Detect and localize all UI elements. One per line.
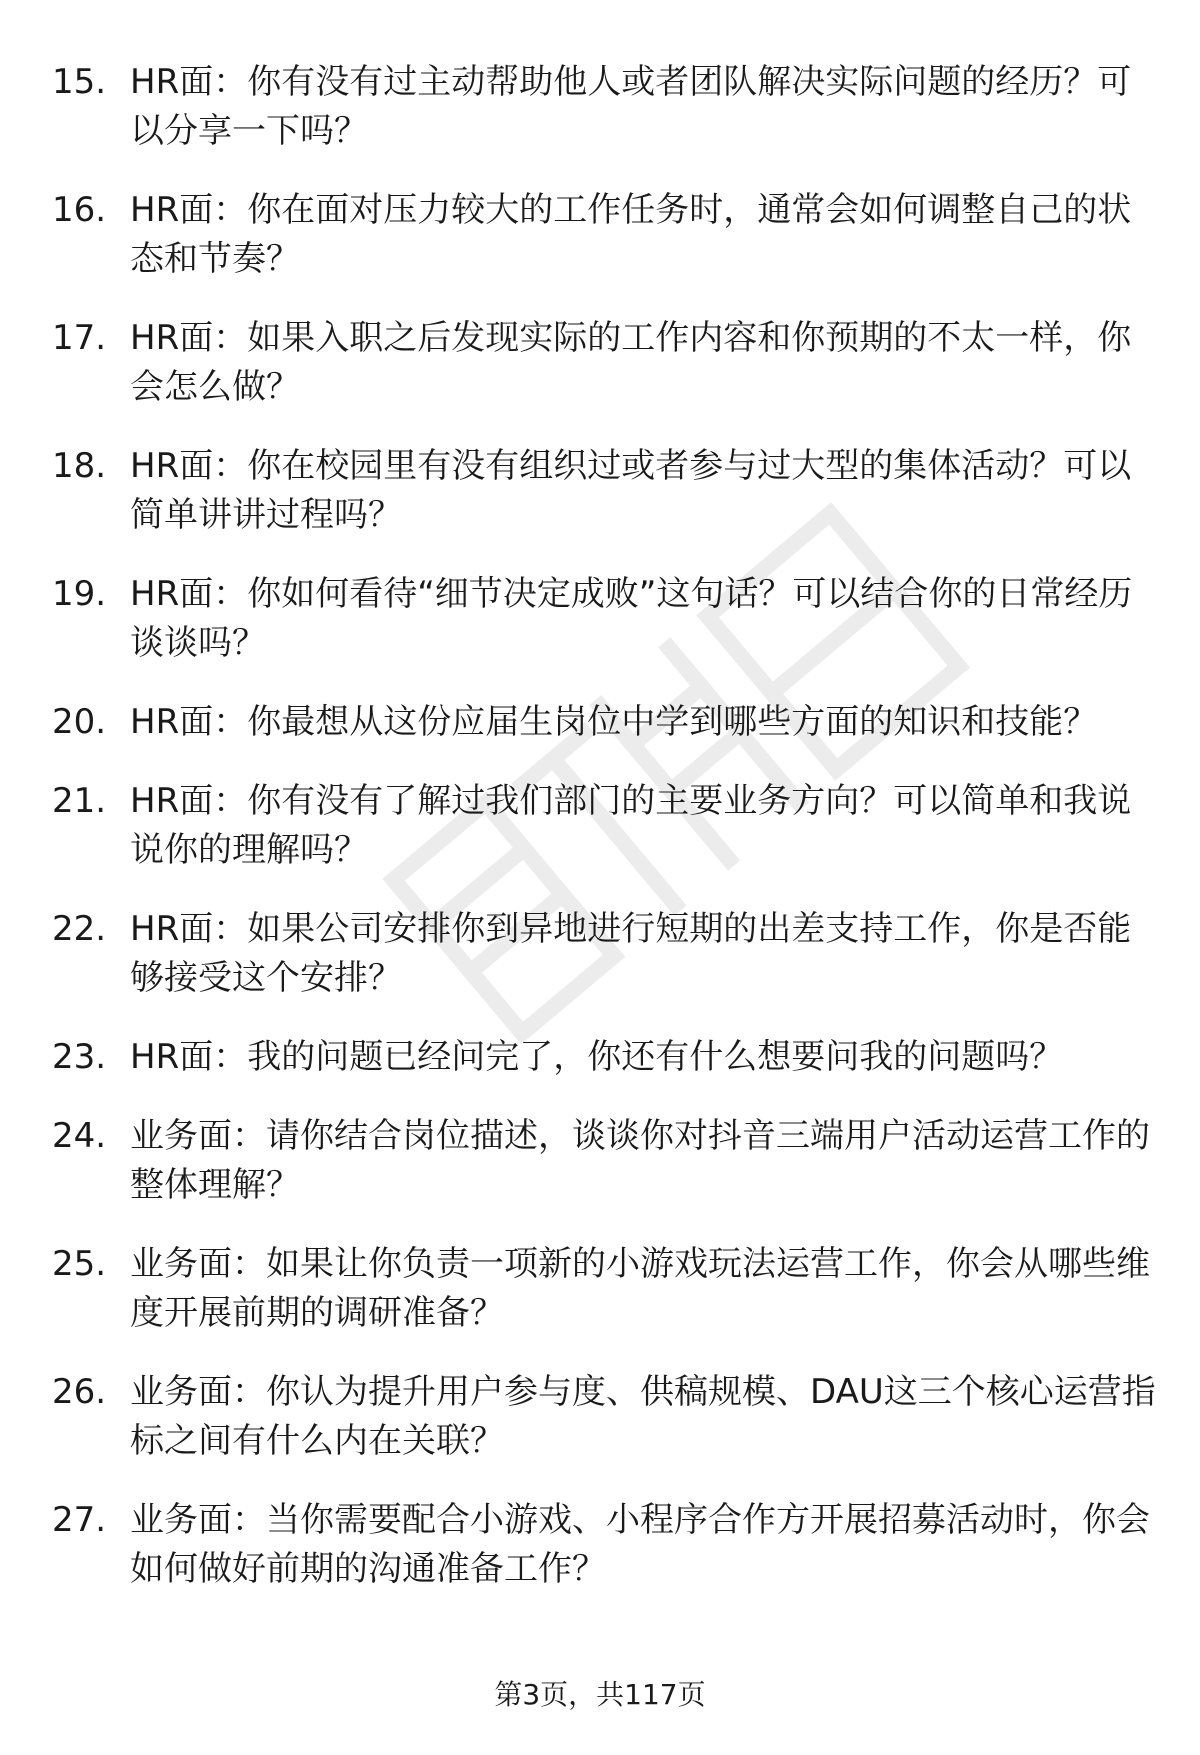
question-number: 15.: [52, 62, 107, 102]
list-item: [52, 777, 1162, 875]
page-number: 第3页，共117页: [494, 1678, 706, 1711]
question-text: HR面：你在校园里有没有组织过或者参与过大型的集体活动？可以简单讲讲过程吗？: [130, 446, 1132, 535]
question-text: 业务面：当你需要配合小游戏、小程序合作方开展招募活动时，你会如何做好前期的沟通准备工作？: [130, 1500, 1150, 1589]
list-item: [52, 442, 1162, 540]
question-text: 业务面：请你结合岗位描述，谈谈你对抖音三端用户活动运营工作的整体理解？: [130, 1116, 1150, 1205]
list-item: [52, 698, 1162, 747]
list-item: [52, 314, 1162, 412]
question-number: 23.: [52, 1037, 107, 1077]
list-item: [52, 58, 1162, 156]
question-text: HR面：我的问题已经问完了，你还有什么想要问我的问题吗？: [130, 1037, 1064, 1077]
question-number: 25.: [52, 1244, 107, 1284]
question-text: HR面：你有没有过主动帮助他人或者团队解决实际问题的经历？可以分享一下吗？: [130, 62, 1132, 151]
question-text: HR面：你如何看待“细节决定成败”这句话？可以结合你的日常经历谈谈吗？: [130, 574, 1133, 663]
question-number: 16.: [52, 190, 107, 230]
list-item: [52, 570, 1162, 668]
question-number: 22.: [52, 909, 107, 949]
question-text: HR面：你有没有了解过我们部门的主要业务方向？可以简单和我说说你的理解吗？: [130, 781, 1132, 870]
list-item: [52, 1112, 1162, 1210]
question-number: 18.: [52, 446, 107, 486]
list-item: [52, 186, 1162, 284]
list-item: [52, 1033, 1162, 1082]
question-text: HR面：你在面对压力较大的工作任务时，通常会如何调整自己的状态和节奏？: [130, 190, 1132, 279]
question-text: 业务面：你认为提升用户参与度、供稿规模、DAU这三个核心运营指标之间有什么内在关联？: [130, 1372, 1156, 1461]
list-item: [52, 1496, 1162, 1594]
question-text: 业务面：如果让你负责一项新的小游戏玩法运营工作，你会从哪些维度开展前期的调研准备？: [130, 1244, 1150, 1333]
list-item: [52, 1368, 1162, 1466]
list-item: [52, 905, 1162, 1003]
question-text: HR面：如果公司安排你到异地进行短期的出差支持工作，你是否能够接受这个安排？: [130, 909, 1132, 998]
question-text: HR面：如果入职之后发现实际的工作内容和你预期的不太一样，你会怎么做？: [130, 318, 1132, 407]
question-number: 20.: [52, 702, 107, 742]
question-text: HR面：你最想从这份应届生岗位中学到哪些方面的知识和技能？: [130, 702, 1098, 742]
question-number: 17.: [52, 318, 107, 358]
question-number: 27.: [52, 1500, 107, 1540]
list-item: [52, 1240, 1162, 1338]
question-number: 24.: [52, 1116, 107, 1156]
question-number: 21.: [52, 781, 107, 821]
question-list: [52, 58, 1162, 1624]
question-number: 19.: [52, 574, 107, 614]
question-number: 26.: [52, 1372, 107, 1412]
